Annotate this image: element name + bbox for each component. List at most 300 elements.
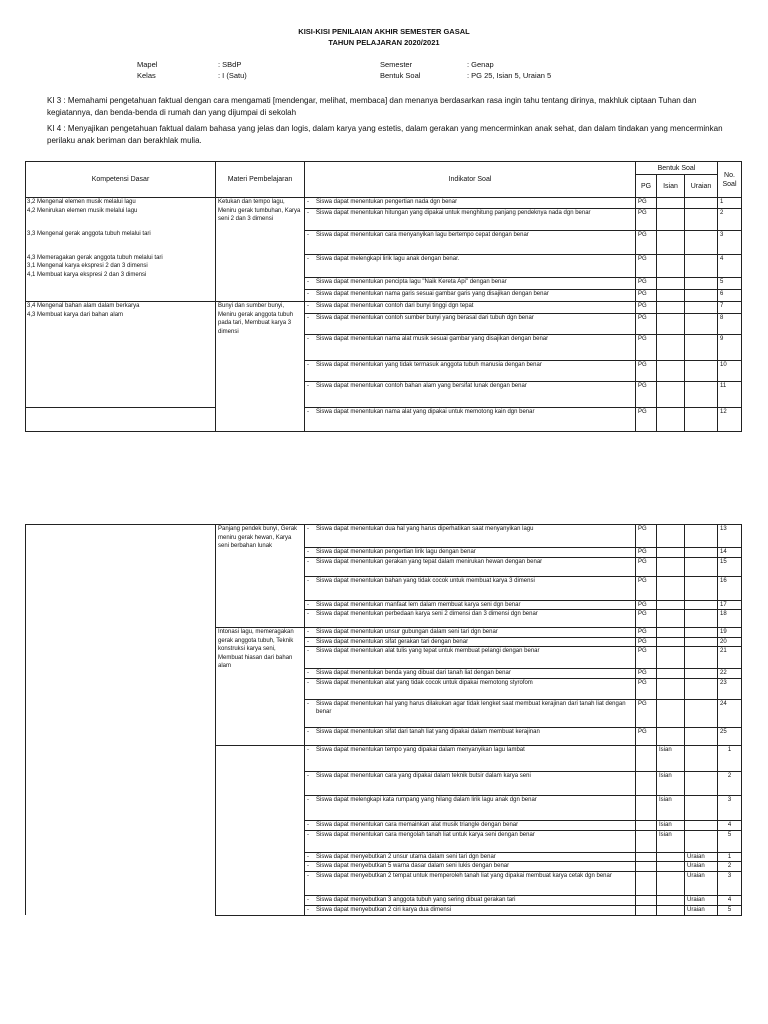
bentuk-pg-cell: PG <box>636 557 657 576</box>
dash: - <box>307 526 309 532</box>
no-soal-cell: 14 <box>718 548 742 558</box>
bentuk-isian-cell <box>657 231 685 255</box>
header-bentuk-soal: Bentuk Soal <box>636 162 718 175</box>
bentuk-pg-cell <box>636 871 657 895</box>
no-soal-cell: 13 <box>718 525 742 548</box>
kd-item: 4,2 Menirukan elemen musik melalui lagu <box>27 207 138 214</box>
dash: - <box>307 199 309 205</box>
bentuk-isian-cell <box>657 548 685 558</box>
indikator-wrap <box>307 862 633 871</box>
bentuk-uraian-cell <box>685 231 718 255</box>
kelas-value: : I (Satu) <box>218 71 247 80</box>
bentuk-uraian-cell <box>685 408 718 432</box>
indikator-cell <box>305 852 636 862</box>
table-row <box>26 198 742 209</box>
indikator-wrap <box>307 314 633 323</box>
indikator-cell <box>305 895 636 905</box>
indikator-wrap <box>307 198 633 207</box>
bentuk-isian-cell: Isian <box>657 830 685 852</box>
no-soal-cell: 6 <box>718 290 742 302</box>
materi-cell: Ketukan dan tempo lagu, Meniru gerak tumbuhan, Karya seni 2 dan 3 dimensi <box>216 198 305 302</box>
bentuk-pg-cell <box>636 852 657 862</box>
indikator-wrap <box>307 700 633 717</box>
table-row <box>26 525 742 548</box>
bentuk-pg-cell: PG <box>636 231 657 255</box>
indikator-text: Siswa dapat menentukan hitungan yang dipakai untuk menghitung panjang pendeknya nada dgn benar <box>316 210 591 216</box>
kd-list <box>27 198 213 279</box>
indikator-text: Siswa dapat melengkapi kata rumpang yang hilang dalam lirik lagu anak dgn benar <box>316 796 537 803</box>
bentuk-uraian-cell: Uraian <box>685 895 718 905</box>
dash: - <box>307 362 309 368</box>
header-pg: PG <box>636 175 657 198</box>
indikator-wrap <box>307 821 633 830</box>
dash: - <box>307 549 309 555</box>
bentuk-isian-cell: Isian <box>657 795 685 820</box>
dash: - <box>307 772 309 779</box>
indikator-text: Siswa dapat menentukan nama garis sesuai gambar garis yang disajikan dengan benar <box>316 291 549 297</box>
kd-item: 3,1 Mengenal karya ekspresi 2 dan 3 dimensi <box>27 263 148 269</box>
no-soal-cell: 24 <box>718 699 742 727</box>
bentuk-uraian-cell: Uraian <box>685 862 718 872</box>
indikator-text: Siswa dapat menyebutkan 3 anggota tubuh yang sering dibuat gerakan tari <box>316 896 516 903</box>
materi-cell: Bunyi dan sumber bunyi, Meniru gerak anggota tubuh pada tari, Membuat karya 3 dimensi <box>216 302 305 432</box>
indikator-text: Siswa dapat menentukan manfaat lem dalam membuat karya seni dgn benar <box>316 601 521 608</box>
bentuk-uraian-cell <box>685 525 718 548</box>
no-soal-cell: 2 <box>718 862 742 872</box>
ki4-text: KI 4 : Menyajikan pengetahuan faktual dalam bahasa yang jelas dan logis, dalam karya yang estetis, dalam gerakan yang mencerminkan anak sehat, dan dalam tindakan yang mencerminkan perilaku anak beriman dan berakhlak mulia. <box>47 124 723 145</box>
bentuk-isian-cell: Isian <box>657 771 685 795</box>
bentuk-isian-cell <box>657 302 685 314</box>
indikator-cell <box>305 862 636 872</box>
no-soal-cell: 7 <box>718 302 742 314</box>
bentuk-isian-cell <box>657 382 685 408</box>
bentuk-pg-cell: PG <box>636 699 657 727</box>
bentuk-uraian-cell <box>685 678 718 699</box>
bentuk-pg-cell <box>636 745 657 771</box>
indikator-wrap <box>307 302 633 311</box>
indikator-cell <box>305 290 636 302</box>
indikator-cell <box>305 678 636 699</box>
bentuk-pg-cell <box>636 771 657 795</box>
table-row <box>26 408 742 432</box>
bentuk-uraian-cell <box>685 830 718 852</box>
kelas-label: Kelas <box>137 71 156 80</box>
bentuk-pg-cell: PG <box>636 637 657 647</box>
bentuk-uraian-cell <box>685 209 718 231</box>
indikator-cell <box>305 231 636 255</box>
bentuk-pg-cell <box>636 830 657 852</box>
bentuk-uraian-cell <box>685 198 718 209</box>
dash: - <box>307 648 309 654</box>
indikator-wrap <box>307 558 633 567</box>
bentuk-uraian-cell <box>685 610 718 628</box>
dash: - <box>307 303 309 309</box>
indikator-text: Siswa dapat menentukan pencipta lagu "Naik Kereta Api" dengan benar <box>316 279 507 285</box>
header-isian: Isian <box>657 175 685 198</box>
dash: - <box>307 315 309 321</box>
dash: - <box>307 232 309 238</box>
dash: - <box>307 336 309 342</box>
no-soal-cell: 4 <box>718 820 742 830</box>
indikator-wrap <box>307 408 633 417</box>
indikator-text: Siswa dapat menentukan hal yang harus dilakukan agar tidak lengket saat membuat kerajinan dari tanah liat dengan benar <box>316 700 626 715</box>
dash: - <box>307 611 309 617</box>
bentuk-isian-cell <box>657 361 685 382</box>
indikator-wrap <box>307 638 633 647</box>
indikator-text: Siswa dapat menentukan cara mengolah tanah liat untuk karya seni dengan benar <box>316 831 535 838</box>
dash: - <box>307 831 309 838</box>
indikator-cell <box>305 335 636 361</box>
indikator-wrap <box>307 853 633 862</box>
dash: - <box>307 670 309 676</box>
indikator-wrap <box>307 601 633 610</box>
indikator-text: Siswa dapat menentukan perbedaan karya seni 2 dimensi dan 3 dimensi dgn benar <box>316 611 538 617</box>
bentuk-pg-cell: PG <box>636 647 657 669</box>
kd-item: 3,4 Mengenal bahan alam dalam berkarya <box>27 303 140 309</box>
dash: - <box>307 629 309 635</box>
no-soal-cell: 3 <box>718 795 742 820</box>
indikator-cell <box>305 314 636 335</box>
bentuk-pg-cell: PG <box>636 525 657 548</box>
bentuk-uraian-cell <box>685 576 718 600</box>
indikator-text: Siswa dapat menentukan cara menyanyikan lagu bertempo cepat dengan benar <box>316 232 529 238</box>
dash: - <box>307 746 309 753</box>
bentuk-isian-cell <box>657 905 685 915</box>
indikator-cell <box>305 905 636 915</box>
dash: - <box>307 700 309 707</box>
indikator-wrap <box>307 772 633 781</box>
bentuk-pg-cell: PG <box>636 335 657 361</box>
bentuk-isian-cell <box>657 525 685 548</box>
materi-cell: Panjang pendek bunyi, Gerak meniru gerak hewan, Karya seni berbahan lunak <box>216 525 305 628</box>
indikator-text: Siswa dapat menentukan pengertian nada dgn benar <box>316 199 458 205</box>
indikator-wrap <box>307 382 633 391</box>
bentuk-pg-cell <box>636 895 657 905</box>
indikator-text: Siswa dapat menentukan contoh sumber bunyi yang berasal dari tubuh dgn benar <box>316 315 534 321</box>
indikator-cell <box>305 408 636 432</box>
header-no-soal: No. Soal <box>718 162 742 198</box>
indikator-text: Siswa dapat menentukan contoh dari bunyi tinggi dgn tepat <box>316 303 474 309</box>
mapel-value: : SBdP <box>218 60 242 69</box>
bentuk-isian-cell: Isian <box>657 820 685 830</box>
bentuk-uraian-cell <box>685 302 718 314</box>
indikator-wrap <box>307 872 633 881</box>
indikator-cell <box>305 820 636 830</box>
indikator-wrap <box>307 831 633 840</box>
dash: - <box>307 383 309 389</box>
no-soal-cell: 4 <box>718 895 742 905</box>
bentuk-pg-cell <box>636 795 657 820</box>
indikator-cell <box>305 302 636 314</box>
indikator-cell <box>305 771 636 795</box>
indikator-text: Siswa dapat menentukan gerakan yang tepat dalam menirukan hewan dengan benar <box>316 558 543 565</box>
kd-cell <box>26 198 216 302</box>
bentuk-pg-cell: PG <box>636 382 657 408</box>
indikator-wrap <box>307 679 633 688</box>
indikator-cell <box>305 699 636 727</box>
no-soal-cell: 1 <box>718 198 742 209</box>
bentuk-pg-cell <box>636 862 657 872</box>
bentuk-uraian-cell: Uraian <box>685 852 718 862</box>
no-soal-cell: 11 <box>718 382 742 408</box>
no-soal-cell: 20 <box>718 637 742 647</box>
indikator-cell <box>305 600 636 610</box>
indikator-cell <box>305 628 636 638</box>
header-indikator: Indikator Soal <box>305 162 636 198</box>
semester-value: : Genap <box>467 60 494 69</box>
indikator-text: Siswa dapat menyebutkan 2 ciri karya dua dimensi <box>316 906 452 913</box>
bentuk-pg-cell: PG <box>636 669 657 679</box>
kd-item: 3,2 Mengenal elemen musik melalui lagu <box>27 199 136 205</box>
materi-empty-cell <box>216 745 305 915</box>
bentuk-uraian-cell <box>685 382 718 408</box>
no-soal-cell: 5 <box>718 278 742 290</box>
no-soal-cell: 25 <box>718 727 742 745</box>
indikator-cell <box>305 669 636 679</box>
bentuk-isian-cell <box>657 699 685 727</box>
no-soal-cell: 3 <box>718 231 742 255</box>
bentuk-pg-cell: PG <box>636 408 657 432</box>
bentuk-isian-cell <box>657 600 685 610</box>
indikator-text: Siswa dapat melengkapi lirik lagu anak dengan benar. <box>316 256 460 262</box>
no-soal-cell: 23 <box>718 678 742 699</box>
no-soal-cell: 5 <box>718 905 742 915</box>
indikator-cell <box>305 209 636 231</box>
bentuk-isian-cell <box>657 637 685 647</box>
bentuk-isian-cell <box>657 895 685 905</box>
no-soal-cell: 8 <box>718 314 742 335</box>
no-soal-cell: 2 <box>718 209 742 231</box>
bentuk-isian-cell <box>657 610 685 628</box>
bentuk-isian-cell <box>657 727 685 745</box>
no-soal-cell: 5 <box>718 830 742 852</box>
indikator-cell <box>305 255 636 278</box>
indikator-cell <box>305 637 636 647</box>
bentuk-isian-cell <box>657 278 685 290</box>
indikator-cell <box>305 745 636 771</box>
indikator-cell <box>305 610 636 628</box>
no-soal-cell: 16 <box>718 576 742 600</box>
bentuk-isian-cell <box>657 647 685 669</box>
dash: - <box>307 863 309 869</box>
indikator-wrap <box>307 647 633 656</box>
bentuk-isian-cell <box>657 209 685 231</box>
indikator-cell <box>305 830 636 852</box>
indikator-text: Siswa dapat menentukan dua hal yang harus diperhatikan saat menyanyikan lagu <box>316 526 534 532</box>
bentuk-soal-value: : PG 25, Isian 5, Uraian 5 <box>467 71 552 80</box>
indikator-cell <box>305 871 636 895</box>
indikator-cell <box>305 382 636 408</box>
indikator-text: Siswa dapat menentukan alat tulis yang tepat untuk membuat pelangi dengan benar <box>316 648 540 654</box>
dash: - <box>307 872 309 879</box>
document-title: KISI-KISI PENILAIAN AKHIR SEMESTER GASAL <box>298 27 470 36</box>
dash: - <box>307 291 309 297</box>
indikator-wrap <box>307 231 633 240</box>
dash: - <box>307 796 309 803</box>
indikator-wrap <box>307 548 633 557</box>
bentuk-isian-cell <box>657 576 685 600</box>
bentuk-uraian-cell <box>685 795 718 820</box>
dash: - <box>307 906 309 913</box>
indikator-cell <box>305 198 636 209</box>
indikator-text: Siswa dapat menentukan contoh bahan alam yang bersifat lunak dengan benar <box>316 383 527 389</box>
bentuk-isian-cell <box>657 862 685 872</box>
indikator-text: Siswa dapat menentukan sifat gerakan tari dengan benar <box>316 638 469 645</box>
indikator-wrap <box>307 628 633 637</box>
bentuk-uraian-cell <box>685 637 718 647</box>
bentuk-uraian-cell <box>685 255 718 278</box>
no-soal-cell: 21 <box>718 647 742 669</box>
indikator-text: Siswa dapat menyebutkan 2 unsur utama dalam seni tari dgn benar <box>316 853 496 860</box>
bentuk-pg-cell: PG <box>636 628 657 638</box>
indikator-text: Siswa dapat menyebutkan 5 warna dasar dalam seni lukis dengan benar <box>316 863 510 869</box>
indikator-cell <box>305 548 636 558</box>
indikator-wrap <box>307 669 633 678</box>
indikator-wrap <box>307 746 633 755</box>
bentuk-isian-cell <box>657 678 685 699</box>
no-soal-cell: 18 <box>718 610 742 628</box>
no-soal-cell: 12 <box>718 408 742 432</box>
indikator-wrap <box>307 278 633 287</box>
no-soal-cell: 22 <box>718 669 742 679</box>
indikator-text: Siswa dapat menentukan bahan yang tidak cocok untuk membuat karya 3 dimensi <box>316 577 535 584</box>
bentuk-uraian-cell: Uraian <box>685 905 718 915</box>
indikator-text: Siswa dapat menentukan unsur gubungan dalam seni tari dgn benar <box>316 629 498 635</box>
bentuk-pg-cell: PG <box>636 314 657 335</box>
indikator-text: Siswa dapat menentukan yang tidak termasuk anggota tubuh manusia dengan benar <box>316 362 542 368</box>
indikator-cell <box>305 525 636 548</box>
dash: - <box>307 728 309 735</box>
bentuk-isian-cell <box>657 557 685 576</box>
kisi-kisi-table-page2 <box>25 524 742 916</box>
bentuk-pg-cell: PG <box>636 610 657 628</box>
dash: - <box>307 577 309 584</box>
bentuk-uraian-cell <box>685 745 718 771</box>
no-soal-cell: 9 <box>718 335 742 361</box>
bentuk-pg-cell: PG <box>636 576 657 600</box>
indikator-text: Siswa dapat menentukan benda yang dibuat dari tanah liat dengan benar <box>316 670 511 676</box>
no-soal-cell: 1 <box>718 745 742 771</box>
header-kompetensi-dasar: Kompetensi Dasar <box>26 162 216 198</box>
bentuk-pg-cell: PG <box>636 361 657 382</box>
dash: - <box>307 853 309 860</box>
bentuk-pg-cell: PG <box>636 678 657 699</box>
indikator-text: Siswa dapat menyebutkan 2 tempat untuk memperoleh tanah liat yang dipakai membuat karya cetak dgn benar <box>316 872 612 879</box>
dash: - <box>307 558 309 565</box>
no-soal-cell: 15 <box>718 557 742 576</box>
dash: - <box>307 679 309 686</box>
bentuk-uraian-cell <box>685 727 718 745</box>
bentuk-uraian-cell <box>685 314 718 335</box>
indikator-wrap <box>307 255 633 264</box>
bentuk-pg-cell: PG <box>636 278 657 290</box>
indikator-wrap <box>307 896 633 905</box>
bentuk-isian-cell <box>657 198 685 209</box>
indikator-text: Siswa dapat menentukan nama alat yang dipakai untuk memotong kain dgn benar <box>316 409 535 415</box>
bentuk-pg-cell: PG <box>636 255 657 278</box>
dash: - <box>307 210 309 216</box>
indikator-wrap <box>307 335 633 344</box>
kd-item: 3,3 Mengenal gerak anggota tubuh melalui tari <box>27 231 151 237</box>
indikator-cell <box>305 727 636 745</box>
kd-item: 4,3 Memeragakan gerak anggota tubuh melalui tari <box>27 254 163 261</box>
indikator-text: Siswa dapat menentukan tempo yang dipakai dalam menyanyikan lagu lambat <box>316 746 525 753</box>
bentuk-uraian-cell <box>685 820 718 830</box>
no-soal-cell: 4 <box>718 255 742 278</box>
dash: - <box>307 638 309 645</box>
indikator-text: Siswa dapat menentukan nama alat musik sesuai gambar yang disajikan dengan benar <box>316 336 549 342</box>
bentuk-isian-cell <box>657 290 685 302</box>
indikator-wrap <box>307 361 633 370</box>
bentuk-pg-cell: PG <box>636 209 657 231</box>
indikator-wrap <box>307 525 633 534</box>
indikator-text: Siswa dapat menentukan sifat dari tanah liat yang dipakai dalam membuat kerajinan <box>316 728 540 735</box>
bentuk-uraian-cell <box>685 699 718 727</box>
bentuk-uraian-cell: Uraian <box>685 871 718 895</box>
indikator-wrap <box>307 796 633 805</box>
bentuk-uraian-cell <box>685 557 718 576</box>
kd-item: 4,1 Membuat karya ekspresi 2 dan 3 dimensi <box>27 271 147 278</box>
bentuk-uraian-cell <box>685 600 718 610</box>
kd-cell <box>26 302 216 408</box>
bentuk-isian-cell <box>657 314 685 335</box>
bentuk-isian-cell <box>657 852 685 862</box>
indikator-cell <box>305 278 636 290</box>
indikator-text: Siswa dapat menentukan pengertian lirik lagu dengan benar <box>316 549 476 555</box>
bentuk-pg-cell: PG <box>636 198 657 209</box>
dash: - <box>307 601 309 608</box>
indikator-cell <box>305 361 636 382</box>
bentuk-isian-cell <box>657 669 685 679</box>
indikator-wrap <box>307 209 633 218</box>
no-soal-cell: 17 <box>718 600 742 610</box>
bentuk-uraian-cell <box>685 669 718 679</box>
indikator-text: Siswa dapat menentukan cara yang dipakai dalam teknik butsir dalam karya seni <box>316 772 531 779</box>
indikator-text: Siswa dapat menentukan alat yang tidak cocok untuk dipakai memotong styrofom <box>316 679 533 686</box>
header-uraian: Uraian <box>685 175 718 198</box>
bentuk-soal-label: Bentuk Soal <box>380 71 421 80</box>
mapel-label: Mapel <box>137 60 158 69</box>
bentuk-isian-cell <box>657 408 685 432</box>
bentuk-uraian-cell <box>685 628 718 638</box>
semester-label: Semester <box>380 60 413 69</box>
table-row <box>26 302 742 314</box>
bentuk-uraian-cell <box>685 278 718 290</box>
dash: - <box>307 896 309 903</box>
bentuk-uraian-cell <box>685 548 718 558</box>
bentuk-uraian-cell <box>685 361 718 382</box>
bentuk-isian-cell <box>657 871 685 895</box>
bentuk-pg-cell <box>636 905 657 915</box>
no-soal-cell: 19 <box>718 628 742 638</box>
bentuk-isian-cell <box>657 628 685 638</box>
indikator-cell <box>305 557 636 576</box>
no-soal-cell: 1 <box>718 852 742 862</box>
indikator-wrap <box>307 290 633 299</box>
indikator-wrap <box>307 577 633 586</box>
indikator-cell <box>305 576 636 600</box>
dash: - <box>307 256 309 262</box>
bentuk-pg-cell: PG <box>636 727 657 745</box>
no-soal-cell: 2 <box>718 771 742 795</box>
kd-item: 4,3 Membuat karya dari bahan alam <box>27 311 124 318</box>
bentuk-pg-cell: PG <box>636 290 657 302</box>
dash: - <box>307 821 309 828</box>
document-subtitle: TAHUN PELAJARAN 2020/2021 <box>328 38 440 47</box>
bentuk-isian-cell <box>657 255 685 278</box>
no-soal-cell: 10 <box>718 361 742 382</box>
kd-list <box>27 302 213 319</box>
